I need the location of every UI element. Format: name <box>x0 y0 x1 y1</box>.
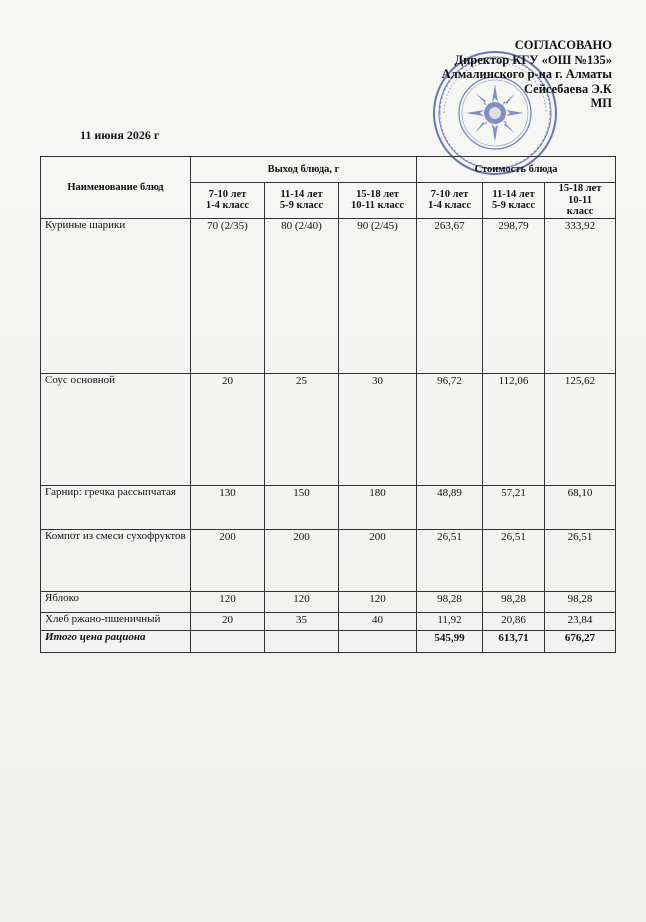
cost-15-18: 26,51 <box>545 529 616 591</box>
cost-11-14: 98,28 <box>483 591 545 612</box>
table-header-row <box>41 157 616 183</box>
output-7-10: 120 <box>191 591 265 612</box>
table-row <box>41 373 616 485</box>
header-output-age-15-18: 15-18 лет 10-11 класс <box>339 183 417 219</box>
table-row <box>41 591 616 612</box>
cost-15-18: 333,92 <box>545 218 616 373</box>
total-cost-7-10: 545,99 <box>417 630 483 652</box>
total-empty-cell <box>265 630 339 652</box>
document-date: 11 июня 2026 г <box>80 128 160 142</box>
output-11-14: 25 <box>265 373 339 485</box>
cost-7-10: 263,67 <box>417 218 483 373</box>
output-7-10: 70 (2/35) <box>191 218 265 373</box>
total-label: Итого цена рациона <box>41 630 191 652</box>
dish-name: Соус основной <box>41 373 191 485</box>
cost-11-14: 57,21 <box>483 485 545 529</box>
dish-name: Компот из смеси сухофруктов <box>41 529 191 591</box>
cost-11-14: 298,79 <box>483 218 545 373</box>
table-row <box>41 529 616 591</box>
dish-name: Хлеб ржано-пшеничный <box>41 612 191 630</box>
cost-7-10: 11,92 <box>417 612 483 630</box>
output-15-18: 120 <box>339 591 417 612</box>
header-cost: Стоимость блюда <box>417 157 616 183</box>
cost-15-18: 125,62 <box>545 373 616 485</box>
total-cost-11-14: 613,71 <box>483 630 545 652</box>
header-dish-name: Наименование блюд <box>41 157 191 219</box>
table-row <box>41 218 616 373</box>
cost-15-18: 23,84 <box>545 612 616 630</box>
menu-table <box>40 156 616 653</box>
total-empty-cell <box>339 630 417 652</box>
approval-title: СОГЛАСОВАНО <box>514 38 612 52</box>
header-output-age-11-14: 11-14 лет 5-9 класс <box>265 183 339 219</box>
output-15-18: 40 <box>339 612 417 630</box>
approval-block <box>442 38 612 111</box>
table-row <box>41 612 616 630</box>
output-15-18: 200 <box>339 529 417 591</box>
output-15-18: 180 <box>339 485 417 529</box>
output-7-10: 20 <box>191 612 265 630</box>
output-15-18: 30 <box>339 373 417 485</box>
table-row <box>41 485 616 529</box>
header-cost-age-11-14: 11-14 лет 5-9 класс <box>483 183 545 219</box>
cost-15-18: 68,10 <box>545 485 616 529</box>
approval-position: Директор КГУ «ОШ №135» <box>454 52 612 67</box>
approval-seal-mark: МП <box>590 96 612 110</box>
cost-15-18: 98,28 <box>545 591 616 612</box>
cost-11-14: 20,86 <box>483 612 545 630</box>
output-11-14: 120 <box>265 591 339 612</box>
dish-name: Яблоко <box>41 591 191 612</box>
total-row <box>41 630 616 652</box>
total-cost-15-18: 676,27 <box>545 630 616 652</box>
output-7-10: 20 <box>191 373 265 485</box>
output-11-14: 35 <box>265 612 339 630</box>
approval-signatory: Сейсебаева Э.К <box>523 81 612 96</box>
dish-name: Куриные шарики <box>41 218 191 373</box>
output-11-14: 150 <box>265 485 339 529</box>
header-cost-age-7-10: 7-10 лет 1-4 класс <box>417 183 483 219</box>
output-15-18: 90 (2/45) <box>339 218 417 373</box>
output-11-14: 200 <box>265 529 339 591</box>
approval-district: Алмалинского р-на г. Алматы <box>441 67 612 81</box>
cost-11-14: 26,51 <box>483 529 545 591</box>
output-11-14: 80 (2/40) <box>265 218 339 373</box>
header-cost-age-15-18: 15-18 лет 10-11 класс <box>545 183 616 219</box>
cost-7-10: 98,28 <box>417 591 483 612</box>
header-output: Выход блюда, г <box>191 157 417 183</box>
cost-7-10: 26,51 <box>417 529 483 591</box>
cost-7-10: 96,72 <box>417 373 483 485</box>
output-7-10: 200 <box>191 529 265 591</box>
output-7-10: 130 <box>191 485 265 529</box>
total-empty-cell <box>191 630 265 652</box>
header-output-age-7-10: 7-10 лет 1-4 класс <box>191 183 265 219</box>
dish-name: Гарнир: гречка рассыпчатая <box>41 485 191 529</box>
cost-7-10: 48,89 <box>417 485 483 529</box>
cost-11-14: 112,06 <box>483 373 545 485</box>
